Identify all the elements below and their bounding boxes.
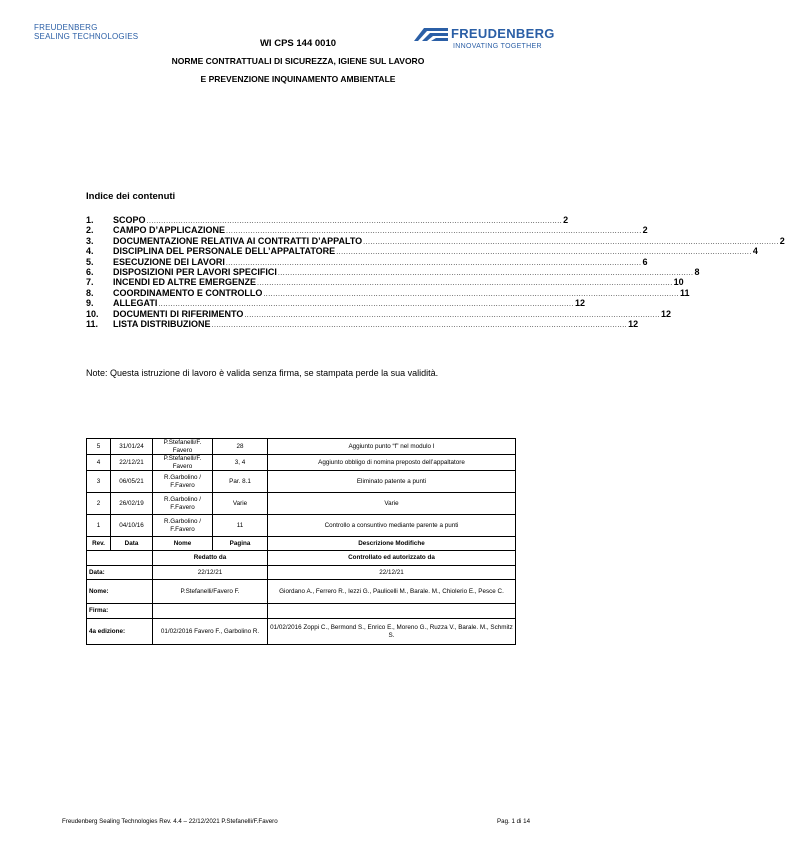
toc-item-title: INCENDI ED ALTRE EMERGENZE <box>113 277 257 288</box>
toc-item-page: 11 <box>679 287 690 298</box>
toc-item-number: 10. <box>86 308 99 319</box>
toc-leader-dots: .......................................................................................................................................................................... <box>146 218 563 225</box>
toc-item-page: 12 <box>628 318 639 329</box>
rev-page: 28 <box>213 439 268 455</box>
rev-page: 3, 4 <box>213 455 268 471</box>
table-row <box>87 471 516 493</box>
toc-leader-dots: .......................................................................................................................................................................... <box>263 290 679 298</box>
rev-description: Controllo a consuntivo mediante parente a punti <box>268 515 516 537</box>
firma-label: Firma: <box>87 604 153 619</box>
toc-item[interactable] <box>86 287 690 298</box>
toc-item-title: ESECUZIONE DEI LAVORI <box>113 256 225 267</box>
table-row <box>87 455 516 471</box>
toc-item[interactable] <box>86 308 671 319</box>
document-title-line1: NORME CONTRATTUALI DI SICUREZZA, IGIENE SUL LAVORO <box>171 56 425 66</box>
edizione-redatto: 01/02/2016 Favero F., Garbolino R. <box>153 619 268 645</box>
freudenberg-logo-icon <box>414 28 448 41</box>
toc-leader-dots: .......................................................................................................................................................................... <box>244 311 660 319</box>
toc-item-title: LISTA DISTRIBUZIONE <box>113 318 211 329</box>
toc-item[interactable] <box>86 215 569 225</box>
toc-leader-dots: .......................................................................................................................................................................... <box>277 269 694 277</box>
toc-leader-dots: .......................................................................................................................................................................... <box>211 321 628 329</box>
rev-number: 4 <box>87 455 111 471</box>
toc-item-number: 7. <box>86 277 94 288</box>
data-redatto: 22/12/21 <box>153 566 268 580</box>
toc-item[interactable] <box>86 266 700 277</box>
toc-item-page: 6 <box>642 256 648 267</box>
validity-note: Note: Questa istruzione di lavoro è valida senza firma, se stampata perde la sua validità. <box>86 368 439 378</box>
rev-date: 04/10/16 <box>111 515 153 537</box>
rev-description: Eliminato patente a punti <box>268 471 516 493</box>
toc-heading: Indice dei contenuti <box>86 191 176 202</box>
toc-item-page: 10 <box>673 277 684 288</box>
rev-name: R.Garbolino / F.Favero <box>153 471 213 493</box>
approval-row-firma <box>87 604 516 619</box>
rev-description: Varie <box>268 493 516 515</box>
rev-number: 2 <box>87 493 111 515</box>
table-row <box>87 515 516 537</box>
document-code: WI CPS 144 0010 <box>259 38 337 49</box>
toc-item-number: 8. <box>86 287 94 298</box>
freudenberg-logo <box>414 26 564 56</box>
nome-redatto: P.Stefanelli/Favero F. <box>153 580 268 604</box>
toc-leader-dots: .......................................................................................................................................................................... <box>225 259 642 267</box>
table-row <box>87 439 516 455</box>
toc-item-number: 3. <box>86 235 94 246</box>
approval-header-row <box>87 551 516 566</box>
company-name-line2: SEALING TECHNOLOGIES <box>34 32 139 41</box>
rev-description: Aggiunto obbligo di nomina preposto dell’appaltatore <box>268 455 516 471</box>
toc-item[interactable] <box>86 318 639 329</box>
toc-item-page: 4 <box>752 246 758 257</box>
document-title-line2: E PREVENZIONE INQUINAMENTO AMBIENTALE <box>200 74 396 84</box>
data-label: Data: <box>87 566 153 580</box>
header-name: Nome <box>153 537 213 551</box>
toc-item-title: DOCUMENTI DI RIFERIMENTO <box>113 308 244 319</box>
nome-controllato: Giordano A., Ferrero R., Iezzi G., Paulicelli M., Barale. M., Chiolerio E., Pesce C. <box>268 580 516 604</box>
header-date: Data <box>111 537 153 551</box>
rev-name: P.Stefanelli/F. Favero <box>153 439 213 455</box>
header-rev: Rev. <box>87 537 111 551</box>
table-of-contents <box>86 215 785 329</box>
footer-revision-info: Freudenberg Sealing Technologies Rev. 4.4 – 22/12/2021 P.Stefanelli/F.Favero <box>62 818 278 825</box>
rev-name: P.Stefanelli/F. Favero <box>153 455 213 471</box>
controllato-header: Controllato ed autorizzato da <box>268 551 516 566</box>
table-header-row <box>87 537 516 551</box>
toc-leader-dots: .......................................................................................................................................................................... <box>226 228 642 236</box>
rev-name: R.Garbolino / F.Favero <box>153 493 213 515</box>
toc-item[interactable] <box>86 235 785 246</box>
footer-page-number: Pag. 1 di 14 <box>497 818 531 825</box>
toc-item-number: 9. <box>86 298 94 309</box>
toc-item[interactable] <box>86 298 585 309</box>
rev-page: Par. 8.1 <box>213 471 268 493</box>
revision-table <box>86 438 516 645</box>
toc-item-number: 11. <box>86 318 99 329</box>
toc-item-page: 2 <box>642 225 648 236</box>
toc-item-title: DOCUMENTAZIONE RELATIVA AI CONTRATTI D’APPALTO <box>113 235 363 246</box>
redatto-header: Redatto da <box>153 551 268 566</box>
toc-leader-dots: .......................................................................................................................................................................... <box>363 238 779 246</box>
edizione-controllato: 01/02/2016 Zoppi C., Bermond S., Enrico E., Moreno G., Ruzza V., Barale. M., Schmitz S. <box>268 619 516 645</box>
table-row <box>87 493 516 515</box>
toc-item-title: COORDINAMENTO E CONTROLLO <box>113 287 263 298</box>
approval-blank-cell <box>87 551 153 566</box>
toc-item-page: 2 <box>563 215 569 225</box>
toc-item-page: 12 <box>660 308 671 319</box>
rev-name: R.Garbolino / F.Favero <box>153 515 213 537</box>
rev-page: 11 <box>213 515 268 537</box>
toc-item-number: 2. <box>86 225 94 236</box>
toc-leader-dots: .......................................................................................................................................................................... <box>336 249 752 257</box>
rev-number: 5 <box>87 439 111 455</box>
rev-page: Varie <box>213 493 268 515</box>
toc-item-title: DISCIPLINA DEL PERSONALE DELL’APPALTATORE <box>113 246 336 257</box>
toc-item[interactable] <box>86 225 648 236</box>
toc-item-page: 2 <box>779 235 785 246</box>
company-name-line1: FREUDENBERG <box>34 23 98 32</box>
header-description: Descrizione Modifiche <box>268 537 516 551</box>
toc-item-number: 5. <box>86 256 94 267</box>
toc-item-page: 12 <box>574 298 585 309</box>
logo-tagline: INNOVATING TOGETHER <box>453 43 542 50</box>
rev-date: 26/02/19 <box>111 493 153 515</box>
toc-leader-dots: .......................................................................................................................................................................... <box>257 280 673 288</box>
header-page: Pagina <box>213 537 268 551</box>
toc-item-title: CAMPO D’APPLICAZIONE <box>113 225 226 236</box>
rev-date: 22/12/21 <box>111 455 153 471</box>
rev-description: Aggiunto punto “f” nel modulo I <box>268 439 516 455</box>
toc-item-title: SCOPO <box>113 215 146 225</box>
toc-item[interactable] <box>86 277 684 288</box>
approval-row-nome <box>87 580 516 604</box>
toc-leader-dots: .......................................................................................................................................................................... <box>158 301 574 309</box>
toc-item-number: 6. <box>86 266 94 277</box>
approval-row-edizione <box>87 619 516 645</box>
rev-number: 3 <box>87 471 111 493</box>
rev-date: 06/05/21 <box>111 471 153 493</box>
toc-item-number: 4. <box>86 246 94 257</box>
approval-row-data <box>87 566 516 580</box>
nome-label: Nome: <box>87 580 153 604</box>
toc-item-title: ALLEGATI <box>113 298 158 309</box>
firma-controllato <box>268 604 516 619</box>
firma-redatto <box>153 604 268 619</box>
data-controllato: 22/12/21 <box>268 566 516 580</box>
toc-item[interactable] <box>86 256 648 267</box>
logo-wordmark: FREUDENBERG <box>451 26 555 41</box>
rev-date: 31/01/24 <box>111 439 153 455</box>
toc-item[interactable] <box>86 246 758 257</box>
toc-item-number: 1. <box>86 215 94 225</box>
toc-item-page: 8 <box>694 266 700 277</box>
toc-item-title: DISPOSIZIONI PER LAVORI SPECIFICI <box>113 266 277 277</box>
edizione-label: 4a edizione: <box>87 619 153 645</box>
rev-number: 1 <box>87 515 111 537</box>
